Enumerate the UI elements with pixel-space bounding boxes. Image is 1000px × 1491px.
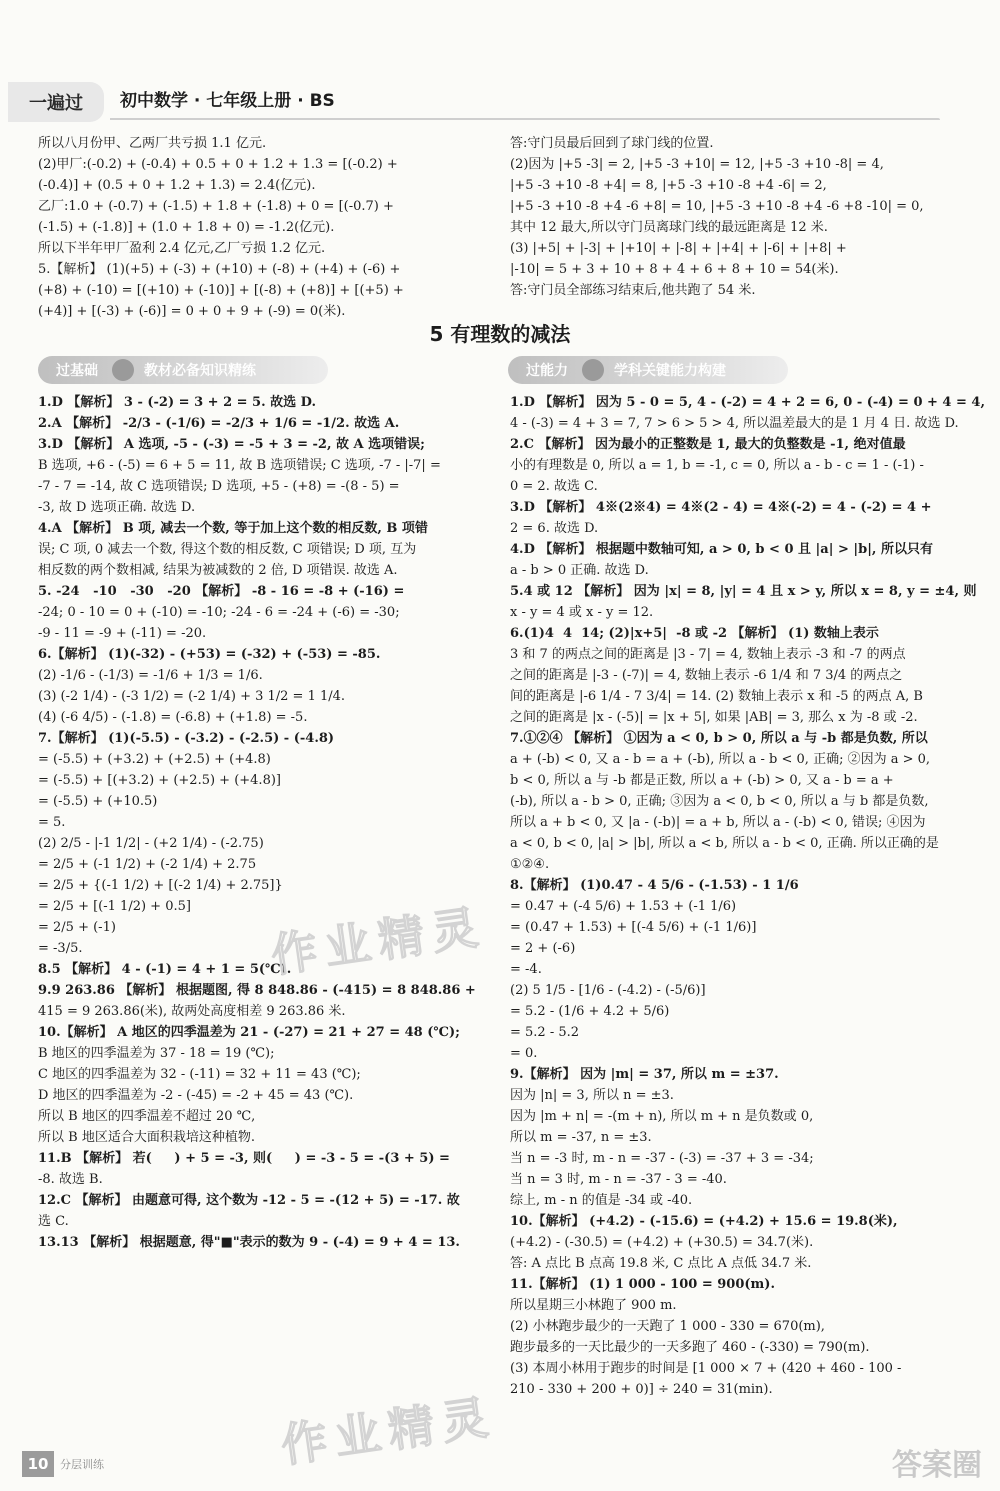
answer-line: -24; 0 - 10 = 0 + (-10) = -10; -24 - 6 = -24 + (-6) = -30; <box>38 605 400 620</box>
answer-line: = 2/5 + {(-1 1/2) + [(-2 1/4) + 2.75]} <box>38 878 283 893</box>
site-watermark-logo: 答案圈 <box>892 1448 982 1483</box>
answer-line: 选 C. <box>38 1214 69 1229</box>
watermark: 作业精灵 <box>267 899 490 983</box>
text-line: 其中 12 最大,所以守门员离球门线的最远距离是 12 米. <box>510 220 828 235</box>
answer-line: 415 = 9 263.86(米), 故两处高度相差 9 263.86 米. <box>38 1004 346 1019</box>
text-line: 所以八月份甲、乙两厂共亏损 1.1 亿元. <box>38 136 267 151</box>
header-divider <box>110 118 940 120</box>
text-line: (+8) + (-10) = [(+10) + (-10)] + [(-8) + (+8)] + [(+5) + <box>38 283 404 298</box>
answer-line: = 5. <box>38 815 66 830</box>
answer-line: 因为 |n| = 3, 所以 n = ±3. <box>510 1088 674 1103</box>
answer-line: 相反数的两个数相减, 结果为被减数的 2 倍, D 项错误. 故选 A. <box>38 563 398 578</box>
answer-line: 6.(1)4 4 14; (2)|x+5| -8 或 -2 【解析】 (1) 数轴上表示 <box>510 626 879 641</box>
answer-line: a + (-b) < 0, 又 a - b = a + (-b), 所以 a - b < 0, 正确; ②因为 a > 0, <box>510 752 931 767</box>
answer-line: 6.【解析】 (1)(-32) - (+53) = (-32) + (-53) = -85. <box>38 647 381 662</box>
answer-line: 3.D 【解析】 4※(2※4) = 4※(2 - 4) = 4※(-2) = 4 - (-2) = 4 + <box>510 500 932 515</box>
answer-line: 间的距离是 |-6 1/4 - 7 3/4| = 14. (2) 数轴上表示 x 和 -5 的两点 A, B <box>510 689 923 704</box>
answer-line: 8.【解析】 (1)0.47 - 4 5/6 - (-1.53) - 1 1/6 <box>510 878 799 893</box>
answer-line: 5. -24 -10 -30 -20 【解析】 -8 - 16 = -8 + (-16) = <box>38 584 405 599</box>
answer-line: a - b > 0 正确. 故选 D. <box>510 563 649 578</box>
left-answer-column <box>38 392 490 1253</box>
text-line: |+5 -3 +10 -8 +4| = 8, |+5 -3 +10 -8 +4 -6| = 2, <box>510 178 827 193</box>
answer-line: -7 - 7 = -14, 故 C 选项错误; D 选项, +5 - (+8) = -(8 - 5) = <box>38 479 400 494</box>
banner-text: 教材必备知识精练 <box>144 363 256 379</box>
answer-line: 跑步最多的一天比最少的一天多跑了 460 - (-330) = 790(m). <box>510 1340 870 1355</box>
answer-line: (3) (-2 1/4) - (-3 1/2) = (-2 1/4) + 3 1/2 = 1 1/4. <box>38 689 346 704</box>
answer-line: 答: A 点比 B 点高 19.8 米, C 点比 A 点低 34.7 米. <box>510 1256 812 1271</box>
answer-line: 5.4 或 12 【解析】 因为 |x| = 8, |y| = 4 且 x > y, 所以 x = 8, y = ±4, 则 <box>510 584 977 599</box>
medal-icon <box>582 359 604 381</box>
book-icon <box>112 359 134 381</box>
answer-line: 3.D 【解析】 A 选项, -5 - (-3) = -5 + 3 = -2, 故 A 选项错误; <box>38 437 425 452</box>
answer-line: 1.D 【解析】 因为 5 - 0 = 5, 4 - (-2) = 4 + 2 = 6, 0 - (-4) = 0 + 4 = 4, <box>510 395 985 410</box>
answer-line: = 2/5 + (-1) <box>38 920 116 935</box>
answer-line: = 2/5 + (-1 1/2) + (-2 1/4) + 2.75 <box>38 857 257 872</box>
answer-line: 3 和 7 的两点之间的距离是 |3 - 7| = 4, 数轴上表示 -3 和 -7 的两点 <box>510 647 906 662</box>
answer-line: 0 = 2. 故选 C. <box>510 479 598 494</box>
text-line: 乙厂:1.0 + (-0.7) + (-1.5) + 1.8 + (-1.8) + 0 = [(-0.7) + <box>38 199 394 214</box>
answer-line: 4.A 【解析】 B 项, 减去一个数, 等于加上这个数的相反数, B 项错 <box>38 521 428 536</box>
answer-line: b < 0, 所以 a 与 -b 都是正数, 所以 a + (-b) > 0, 又 a - b = a + <box>510 773 894 788</box>
answer-line: 10.【解析】 A 地区的四季温差为 21 - (-27) = 21 + 27 = 48 (℃); <box>38 1025 460 1040</box>
answer-line: 所以 B 地区的四季温差不超过 20 ℃, <box>38 1109 256 1124</box>
answer-line: B 选项, +6 - (-5) = 6 + 5 = 11, 故 B 选项错误; C 选项, -7 - |-7| = <box>38 458 441 473</box>
answer-line: = (0.47 + 1.53) + [(-4 5/6) + (-1 1/6)] <box>510 920 757 935</box>
section-title: 5 有理数的减法 <box>429 322 571 346</box>
text-line: (-1.5) + (-1.8)] + (1.0 + 1.8 + 0) = -1.2(亿元). <box>38 220 335 235</box>
banner-tag: 过基础 <box>56 363 98 379</box>
answer-line: = 2/5 + [(-1 1/2) + 0.5] <box>38 899 191 914</box>
answer-line: = -4. <box>510 962 542 977</box>
answer-line: 之间的距离是 |-3 - (-7)| = 4, 数轴上表示 -6 1/4 和 7 3/4 的两点之 <box>510 668 903 683</box>
top-left-column <box>38 133 490 322</box>
text-line: 5.【解析】 (1)(+5) + (-3) + (+10) + (-8) + (+4) + (-6) + <box>38 262 401 277</box>
answer-line: 所以星期三小林跑了 900 m. <box>510 1298 677 1313</box>
answer-line: 7.【解析】 (1)(-5.5) - (-3.2) - (-2.5) - (-4.8) <box>38 731 335 746</box>
answer-line: 综上, m - n 的值是 -34 或 -40. <box>510 1193 693 1208</box>
text-line: (2)因为 |+5 -3| = 2, |+5 -3 +10| = 12, |+5 -3 +10 -8| = 4, <box>510 157 884 172</box>
answer-line: -8. 故选 B. <box>38 1172 103 1187</box>
answer-line: (4) (-6 4/5) - (-1.8) = (-6.8) + (+1.8) = -5. <box>38 710 308 725</box>
answer-line: -3, 故 D 选项正确. 故选 D. <box>38 500 196 515</box>
answer-line: 12.C 【解析】 由题意可得, 这个数为 -12 - 5 = -(12 + 5) = -17. 故 <box>38 1193 460 1208</box>
text-line: |+5 -3 +10 -8 +4 -6 +8| = 10, |+5 -3 +10 -8 +4 -6 +8 -10| = 0, <box>510 199 924 214</box>
answer-line: 所以 m = -37, n = ±3. <box>510 1130 652 1145</box>
text-line: (+4)] + [(-3) + (-6)] = 0 + 0 + 9 + (-9) = 0(米). <box>38 304 346 319</box>
answer-line: 7.①②④ 【解析】 ①因为 a < 0, b > 0, 所以 a 与 -b 都是负数, 所以 <box>510 731 928 746</box>
answer-line: 2.A 【解析】 -2/3 - (-1/6) = -2/3 + 1/6 = -1/2. 故选 A. <box>38 416 400 431</box>
answer-line: 210 - 330 + 200 + 0)] ÷ 240 = 31(min). <box>510 1382 773 1397</box>
answer-line: = (-5.5) + (+10.5) <box>38 794 158 809</box>
answer-line: D 地区的四季温差为 -2 - (-45) = -2 + 45 = 43 (℃). <box>38 1088 354 1103</box>
answer-line: 4.D 【解析】 根据题中数轴可知, a > 0, b < 0 且 |a| > |b|, 所以只有 <box>510 542 933 557</box>
answer-line: 小的有理数是 0, 所以 a = 1, b = -1, c = 0, 所以 a - b - c = 1 - (-1) - <box>510 458 924 473</box>
answer-line: 所以 B 地区适合大面积栽培这种植物. <box>38 1130 255 1145</box>
page-header <box>0 72 1000 132</box>
answer-line: = 5.2 - 5.2 <box>510 1025 580 1040</box>
answer-line: 8.5 【解析】 4 - (-1) = 4 + 1 = 5(℃). <box>38 962 292 977</box>
answer-line: 1.D 【解析】 3 - (-2) = 3 + 2 = 5. 故选 D. <box>38 395 317 410</box>
answer-line: 9.9 263.86 【解析】 根据题图, 得 8 848.86 - (-415) = 8 848.86 + <box>38 983 476 998</box>
book-title: 初中数学 · 七年级上册 · BS <box>120 91 335 111</box>
banner-tag: 过能力 <box>526 363 568 379</box>
watermark: 作业精灵 <box>277 1389 500 1473</box>
text-line: (2)甲厂:(-0.2) + (-0.4) + 0.5 + 0 + 1.2 + 1.3 = [(-0.2) + <box>38 157 398 172</box>
answer-line: 当 n = -3 时, m - n = -37 - (-3) = -37 + 3 = -34; <box>510 1151 814 1166</box>
section-banner-basics <box>38 356 328 384</box>
answer-line: = -3/5. <box>38 941 83 956</box>
answer-line: ①②④. <box>510 857 550 872</box>
answer-line: = 2 + (-6) <box>510 941 576 956</box>
answer-line: = 5.2 - (1/6 + 4.2 + 5/6) <box>510 1004 670 1019</box>
answer-line: 2.C 【解析】 因为最小的正整数是 1, 最大的负整数是 -1, 绝对值最 <box>510 437 906 452</box>
right-answer-column <box>510 392 985 1400</box>
banner-text: 学科关键能力构建 <box>614 363 726 379</box>
answer-line: (-b), 所以 a - b > 0, 正确; ③因为 a < 0, b < 0, 所以 a 与 b 都是负数, <box>510 794 929 809</box>
answer-line: (2) 5 1/5 - [1/6 - (-4.2) - (-5/6)] <box>510 983 706 998</box>
text-line: (3) |+5| + |-3| + |+10| + |-8| + |+4| + |-6| + |+8| + <box>510 241 847 256</box>
answer-line: 11.【解析】 (1) 1 000 - 100 = 900(m). <box>510 1277 775 1292</box>
answer-line: 当 n = 3 时, m - n = -37 - 3 = -40. <box>510 1172 727 1187</box>
answer-line: (3) 本周小林用于跑步的时间是 [1 000 × 7 + (420 + 460 - 100 - <box>510 1361 902 1376</box>
answer-line: 11.B 【解析】 若( ) + 5 = -3, 则( ) = -3 - 5 = -(3 + 5) = <box>38 1151 450 1166</box>
page-number: 10 <box>22 1451 54 1477</box>
top-right-column <box>510 133 970 301</box>
answer-line: 9.【解析】 因为 |m| = 37, 所以 m = ±37. <box>510 1067 779 1082</box>
answer-line: (2) 2/5 - |-1 1/2| - (+2 1/4) - (-2.75) <box>38 836 264 851</box>
answer-line: B 地区的四季温差为 37 - 18 = 19 (℃); <box>38 1046 275 1061</box>
answer-line: (2) 小林跑步最少的一天跑了 1 000 - 330 = 670(m), <box>510 1319 825 1334</box>
answer-line: = (-5.5) + (+3.2) + (+2.5) + (+4.8) <box>38 752 271 767</box>
brand-logo: 一遍过 <box>8 82 104 122</box>
answer-line: 因为 |m + n| = -(m + n), 所以 m + n 是负数或 0, <box>510 1109 814 1124</box>
text-line: 所以下半年甲厂盈利 2.4 亿元,乙厂亏损 1.2 亿元. <box>38 241 326 256</box>
answer-line: C 地区的四季温差为 32 - (-11) = 32 + 11 = 43 (℃); <box>38 1067 361 1082</box>
answer-line: -9 - 11 = -9 + (-11) = -20. <box>38 626 207 641</box>
answer-line: 4 - (-3) = 4 + 3 = 7, 7 > 6 > 5 > 4, 所以温差最大的是 1 月 4 日. 故选 D. <box>510 416 959 431</box>
answer-line: 13.13 【解析】 根据题意, 得"■"表示的数为 9 - (-4) = 9 + 4 = 13. <box>38 1235 460 1250</box>
answer-line: 10.【解析】 (+4.2) - (-15.6) = (+4.2) + 15.6 = 19.8(米), <box>510 1214 898 1229</box>
answer-line: = 0. <box>510 1046 538 1061</box>
answer-line: = (-5.5) + [(+3.2) + (+2.5) + (+4.8)] <box>38 773 281 788</box>
footer-label: 分层训练 <box>60 1458 104 1471</box>
section-banner-ability <box>508 356 788 384</box>
text-line: |-10| = 5 + 3 + 10 + 8 + 4 + 6 + 8 + 10 = 54(米). <box>510 262 839 277</box>
text-line: (-0.4)] + (0.5 + 0 + 1.2 + 1.3) = 2.4(亿元). <box>38 178 316 193</box>
answer-line: 所以 a + b < 0, 又 |a - (-b)| = a + b, 所以 a - (-b) < 0, 错误; ④因为 <box>510 815 926 830</box>
answer-line: a < 0, b < 0, |a| > |b|, 所以 a < b, 所以 a - b < 0, 正确. 所以正确的是 <box>510 836 939 851</box>
answer-line: = 0.47 + (-4 5/6) + 1.53 + (-1 1/6) <box>510 899 737 914</box>
answer-line: 2 = 6. 故选 D. <box>510 521 599 536</box>
text-line: 答:守门员最后回到了球门线的位置. <box>510 136 714 151</box>
answer-line: (+4.2) - (-30.5) = (+4.2) + (+30.5) = 34.7(米). <box>510 1235 814 1250</box>
text-line: 答:守门员全部练习结束后,他共跑了 54 米. <box>510 283 756 298</box>
answer-line: (2) -1/6 - (-1/3) = -1/6 + 1/3 = 1/6. <box>38 668 263 683</box>
answer-line: 误; C 项, 0 减去一个数, 得这个数的相反数, C 项错误; D 项, 互为 <box>38 542 417 557</box>
answer-line: 之间的距离是 |x - (-5)| = |x + 5|, 如果 |AB| = 3, 那么 x 为 -8 或 -2. <box>510 710 918 725</box>
answer-line: x - y = 4 或 x - y = 12. <box>510 605 654 620</box>
